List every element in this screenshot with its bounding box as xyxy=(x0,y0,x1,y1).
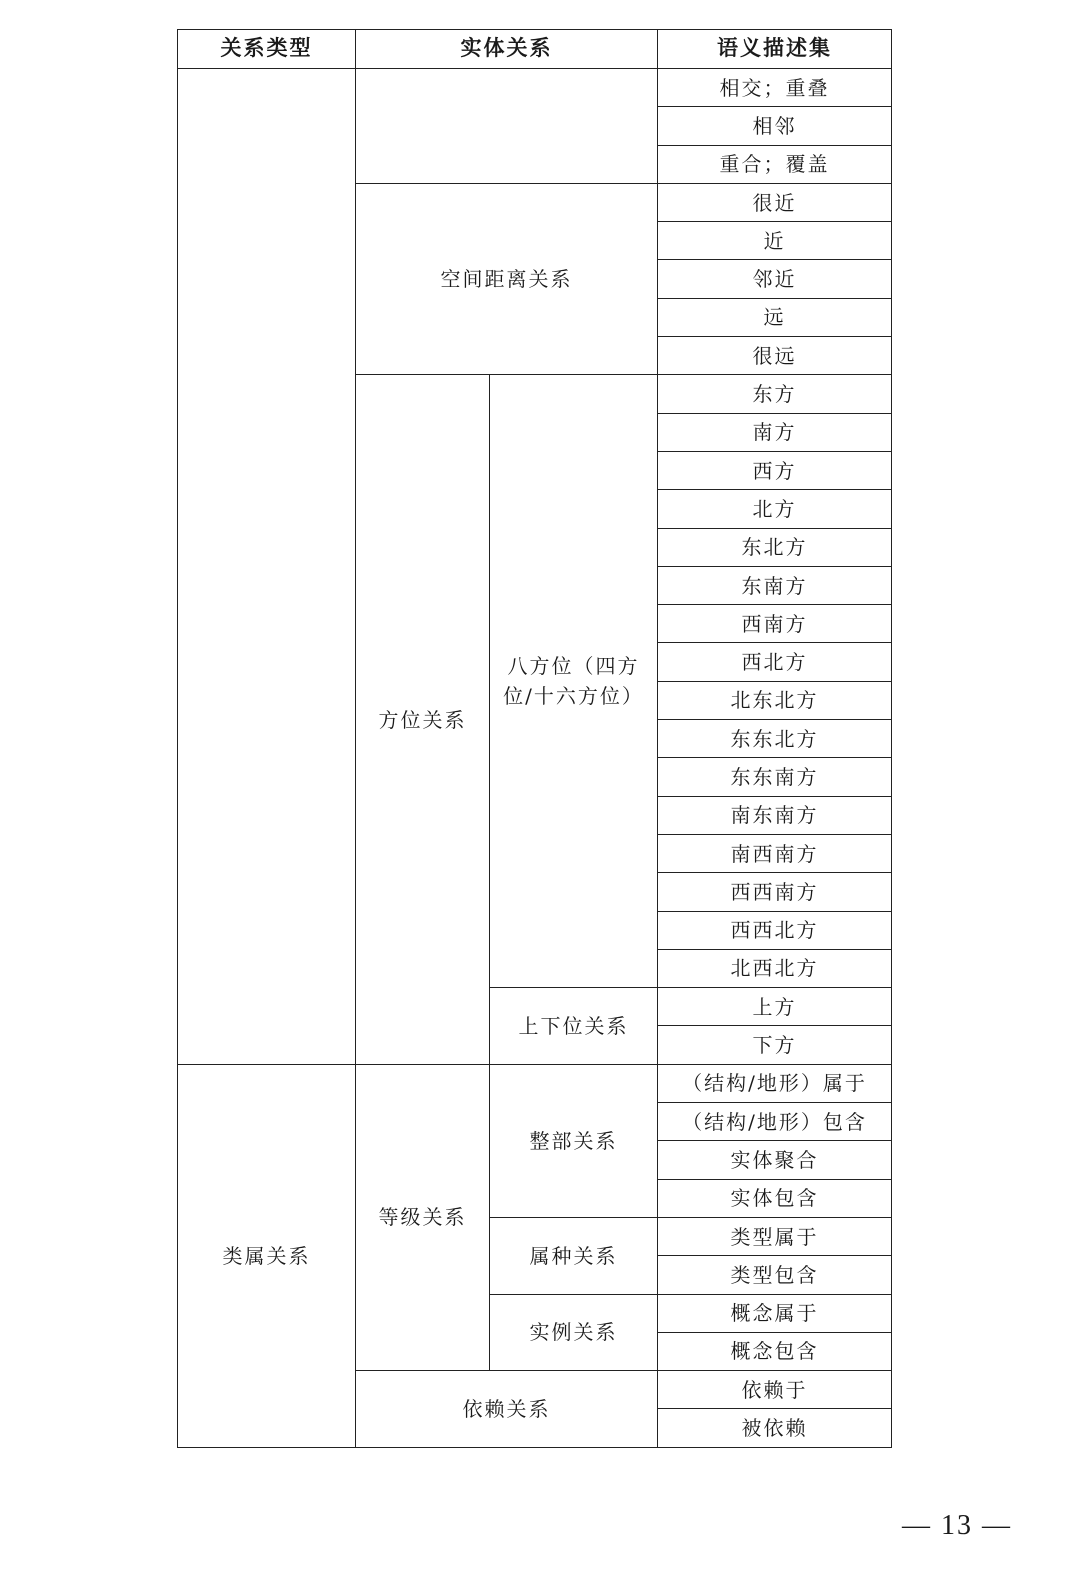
header-relation-type: 关系类型 xyxy=(178,30,356,69)
header-semantic-set: 语义描述集 xyxy=(658,30,892,69)
semantic-cell: 邻近 xyxy=(658,260,892,298)
relation-type-spatial xyxy=(178,69,356,1065)
table-header-row xyxy=(178,30,892,69)
sub-relation-vertical: 上下位关系 xyxy=(490,988,658,1065)
semantic-cell: 依赖于 xyxy=(658,1371,892,1409)
sub-relation-eight-direction: 八方位（四方位/十六方位） xyxy=(490,375,658,988)
semantic-cell: 东南方 xyxy=(658,566,892,604)
semantic-cell: 西方 xyxy=(658,451,892,489)
semantic-cell: 实体包含 xyxy=(658,1179,892,1217)
semantic-cell: 相邻 xyxy=(658,107,892,145)
semantic-cell: 远 xyxy=(658,298,892,336)
semantic-cell: 西北方 xyxy=(658,643,892,681)
page-number: — 13 — xyxy=(902,1510,1012,1541)
entity-relation-distance: 空间距离关系 xyxy=(356,183,658,374)
semantic-cell: （结构/地形）包含 xyxy=(658,1103,892,1141)
semantic-cell: 类型包含 xyxy=(658,1256,892,1294)
semantic-cell: 很近 xyxy=(658,183,892,221)
semantic-cell: 西南方 xyxy=(658,605,892,643)
semantic-cell: 重合；覆盖 xyxy=(658,145,892,183)
semantic-cell: 概念属于 xyxy=(658,1294,892,1332)
semantic-cell: 东北方 xyxy=(658,528,892,566)
sub-relation-part-whole: 整部关系 xyxy=(490,1064,658,1217)
semantic-cell: 南西南方 xyxy=(658,834,892,872)
semantic-cell: 很远 xyxy=(658,337,892,375)
semantic-cell: 下方 xyxy=(658,1026,892,1064)
semantic-cell: 东方 xyxy=(658,375,892,413)
relation-type-category: 类属关系 xyxy=(178,1064,356,1447)
sub-relation-instance: 实例关系 xyxy=(490,1294,658,1371)
semantic-cell: 东东南方 xyxy=(658,758,892,796)
semantic-cell: 北西北方 xyxy=(658,949,892,987)
semantic-cell: 南东南方 xyxy=(658,796,892,834)
table-row xyxy=(178,69,892,107)
semantic-cell: 概念包含 xyxy=(658,1332,892,1370)
semantic-cell: 相交；重叠 xyxy=(658,69,892,107)
semantic-cell: 南方 xyxy=(658,413,892,451)
semantic-cell: 类型属于 xyxy=(658,1217,892,1255)
entity-relation-topology xyxy=(356,69,658,184)
semantic-cell: 东东北方 xyxy=(658,720,892,758)
entity-relation-dependency: 依赖关系 xyxy=(356,1371,658,1448)
semantic-cell: 西西北方 xyxy=(658,911,892,949)
semantic-cell: 北方 xyxy=(658,490,892,528)
semantic-cell: （结构/地形）属于 xyxy=(658,1064,892,1102)
entity-relation-direction: 方位关系 xyxy=(356,375,490,1064)
semantic-cell: 上方 xyxy=(658,988,892,1026)
semantic-cell: 实体聚合 xyxy=(658,1141,892,1179)
header-entity-relation: 实体关系 xyxy=(356,30,658,69)
semantic-cell: 北东北方 xyxy=(658,681,892,719)
semantic-cell: 西西南方 xyxy=(658,873,892,911)
semantic-cell: 被依赖 xyxy=(658,1409,892,1447)
entity-relation-hierarchy: 等级关系 xyxy=(356,1064,490,1370)
table-row xyxy=(178,1064,892,1102)
semantic-cell: 近 xyxy=(658,222,892,260)
relation-table xyxy=(177,29,892,1448)
sub-relation-genus: 属种关系 xyxy=(490,1217,658,1294)
